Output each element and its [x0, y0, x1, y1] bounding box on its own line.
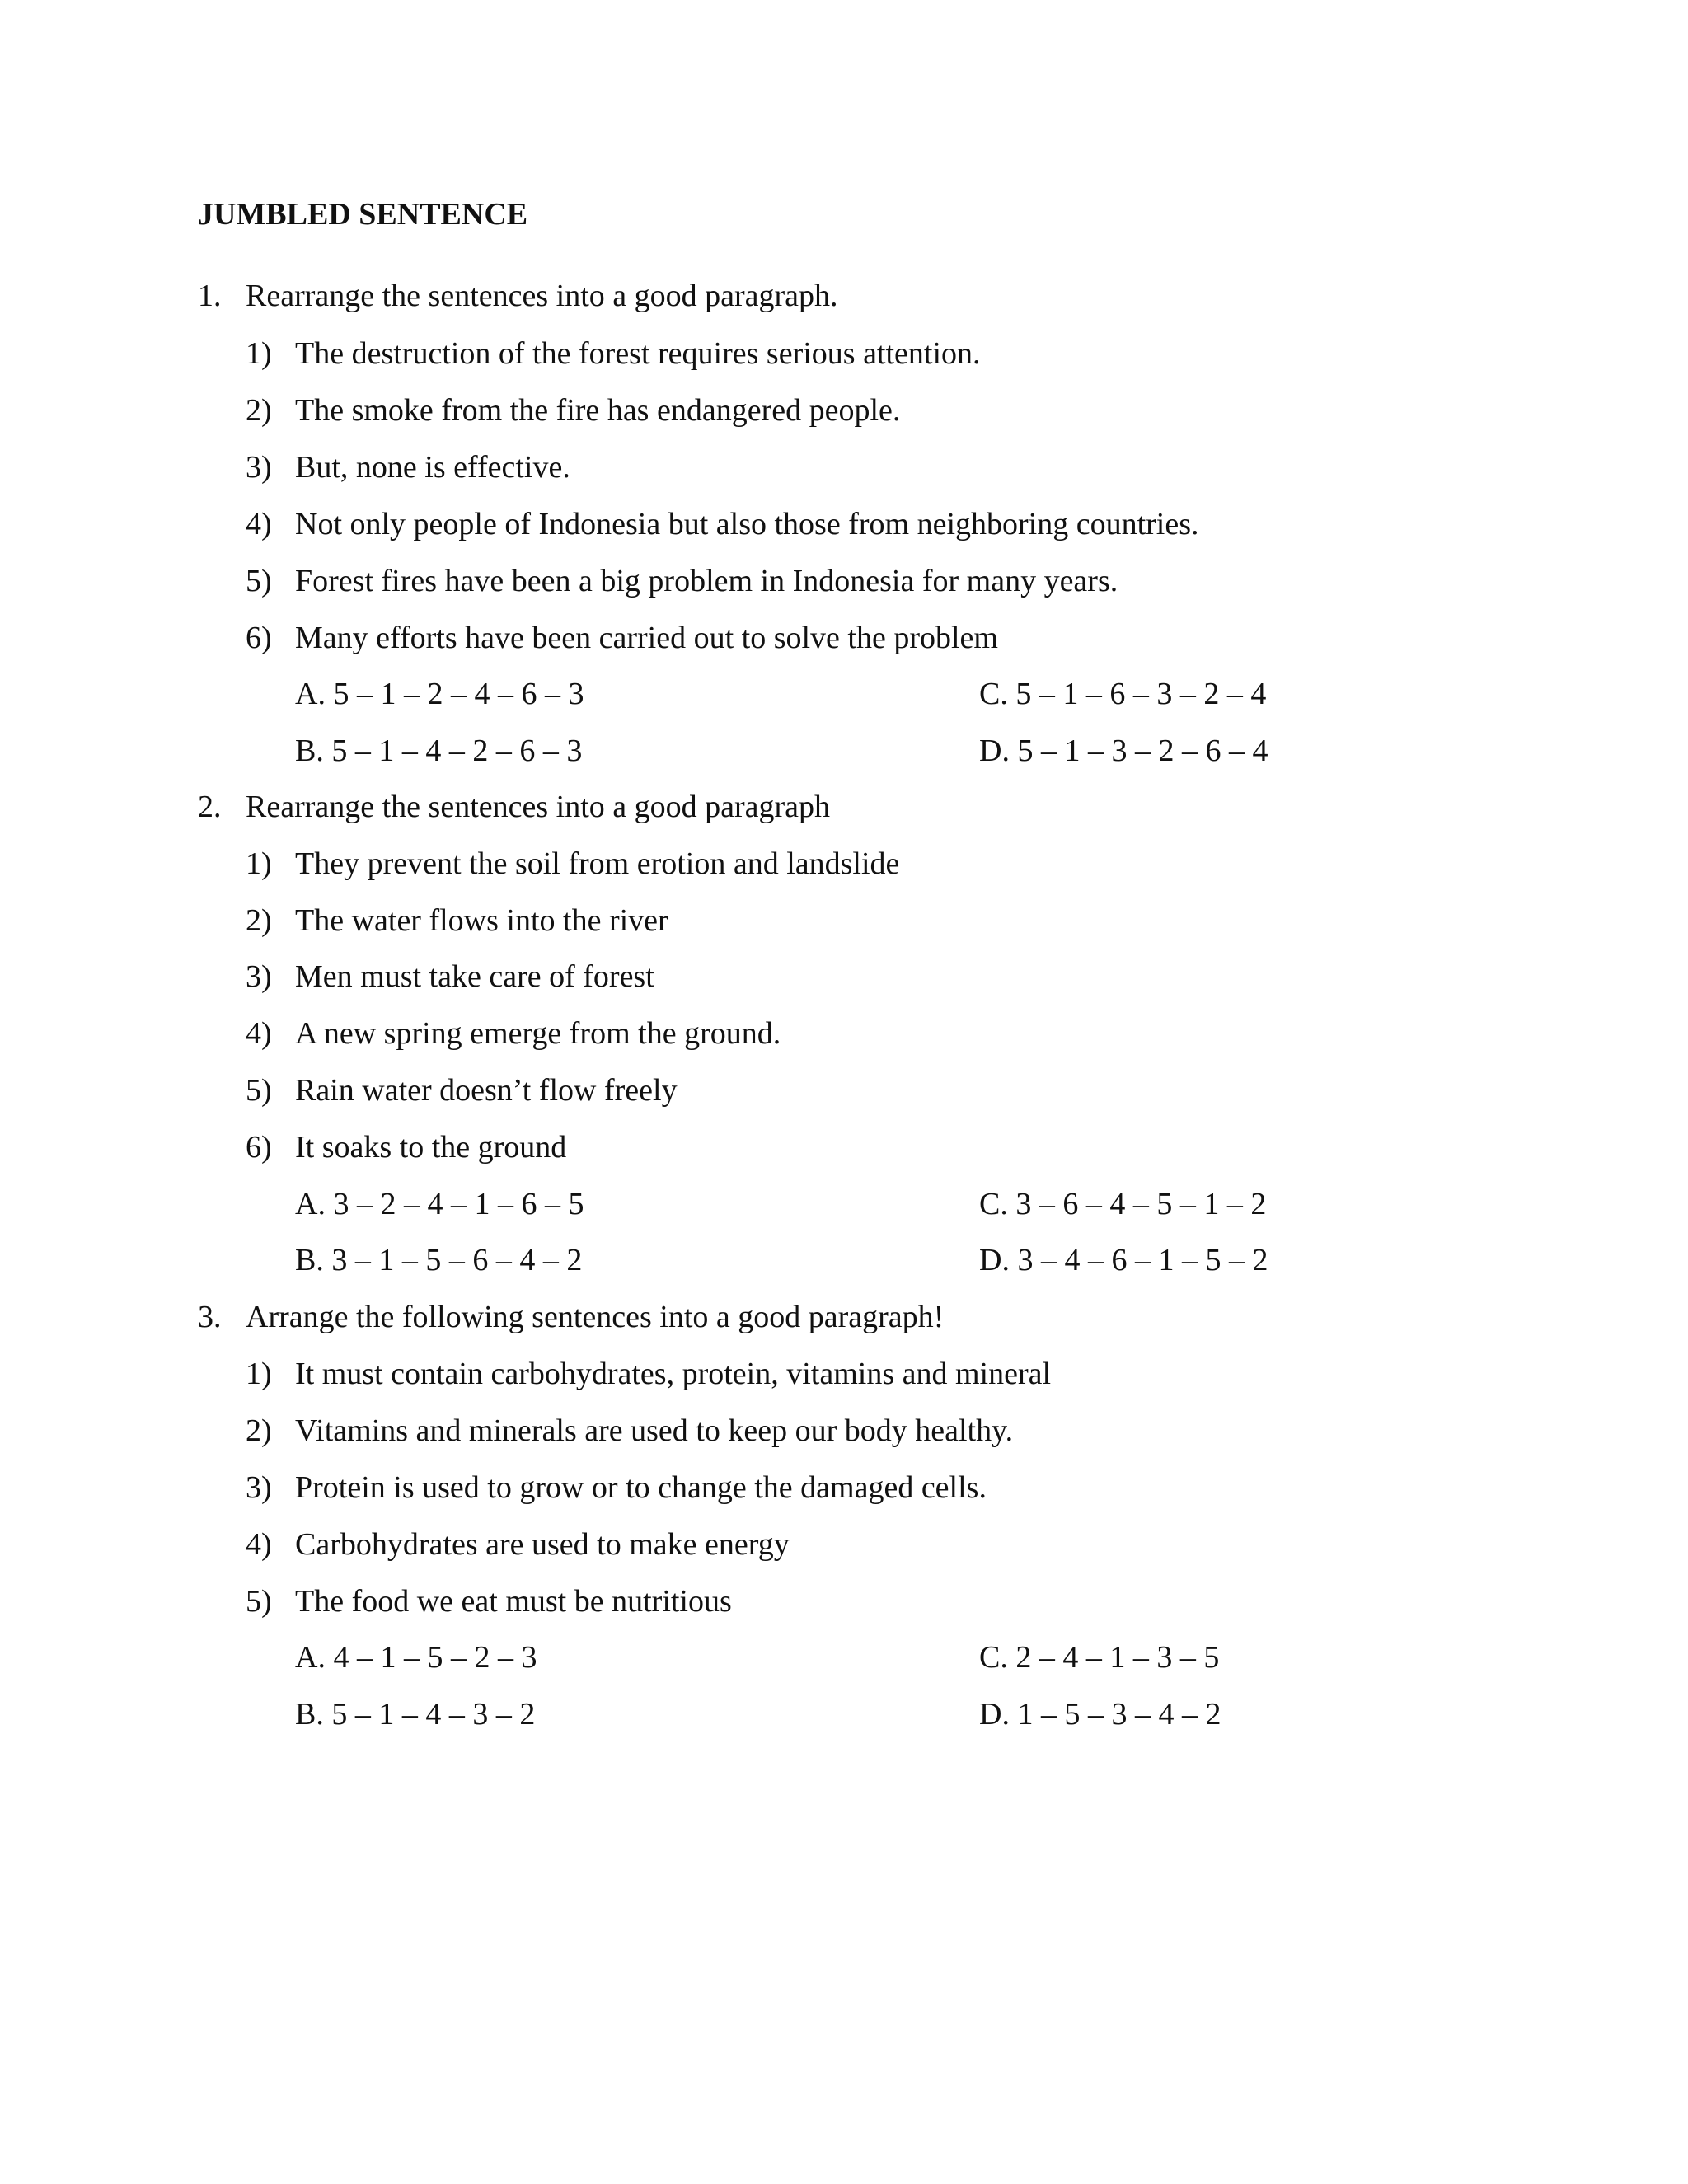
- item-text: Many efforts have been carried out to solve the problem: [295, 621, 998, 655]
- item-number: 6): [246, 1130, 272, 1165]
- item-text: They prevent the soil from erotion and landslide: [295, 846, 900, 881]
- item-number: 4): [246, 1527, 272, 1562]
- item-number: 1): [246, 1357, 272, 1391]
- item-text: Rain water doesn’t flow freely: [295, 1073, 678, 1108]
- item-number: 2): [246, 393, 272, 428]
- question-number: 1.: [198, 279, 222, 313]
- item-text: The food we eat must be nutritious: [295, 1584, 732, 1619]
- item-text: The destruction of the forest requires serious attention.: [295, 336, 981, 371]
- item-number: 1): [246, 336, 272, 371]
- option-b: B. 5 – 1 – 4 – 2 – 6 – 3: [295, 733, 583, 768]
- item-number: 2): [246, 1413, 272, 1448]
- item-text: But, none is effective.: [295, 450, 570, 485]
- item-text: Vitamins and minerals are used to keep our body healthy.: [295, 1413, 1014, 1448]
- option-d: D. 3 – 4 – 6 – 1 – 5 – 2: [979, 1243, 1268, 1277]
- option-d: D. 1 – 5 – 3 – 4 – 2: [979, 1697, 1221, 1732]
- item-number: 3): [246, 1470, 272, 1505]
- question-prompt-text: Rearrange the sentences into a good paragraph: [246, 790, 831, 824]
- option-a: A. 3 – 2 – 4 – 1 – 6 – 5: [295, 1187, 584, 1221]
- item-text: Carbohydrates are used to make energy: [295, 1527, 790, 1562]
- item-text: The water flows into the river: [295, 903, 668, 938]
- item-text: Not only people of Indonesia but also those from neighboring countries.: [295, 507, 1199, 541]
- item-text: Protein is used to grow or to change the damaged cells.: [295, 1470, 987, 1505]
- option-c: C. 3 – 6 – 4 – 5 – 1 – 2: [979, 1187, 1267, 1221]
- option-d: D. 5 – 1 – 3 – 2 – 6 – 4: [979, 733, 1268, 768]
- item-text: Forest fires have been a big problem in Indonesia for many years.: [295, 564, 1118, 598]
- item-text: It must contain carbohydrates, protein, vitamins and mineral: [295, 1357, 1052, 1391]
- item-number: 5): [246, 1584, 272, 1619]
- question-prompt-text: Rearrange the sentences into a good paragraph.: [246, 279, 838, 313]
- item-number: 6): [246, 621, 272, 655]
- question-prompt-text: Arrange the following sentences into a good paragraph!: [246, 1300, 945, 1334]
- item-number: 4): [246, 507, 272, 541]
- item-text: Men must take care of forest: [295, 959, 654, 994]
- item-number: 3): [246, 450, 272, 485]
- item-number: 2): [246, 903, 272, 938]
- item-text: The smoke from the fire has endangered people.: [295, 393, 901, 428]
- question-number: 3.: [198, 1300, 222, 1334]
- item-number: 3): [246, 959, 272, 994]
- page-title: JUMBLED SENTENCE: [198, 197, 528, 232]
- item-number: 5): [246, 564, 272, 598]
- option-c: C. 5 – 1 – 6 – 3 – 2 – 4: [979, 677, 1267, 711]
- option-a: A. 4 – 1 – 5 – 2 – 3: [295, 1640, 537, 1675]
- item-text: It soaks to the ground: [295, 1130, 567, 1165]
- item-text: A new spring emerge from the ground.: [295, 1016, 781, 1051]
- option-b: B. 3 – 1 – 5 – 6 – 4 – 2: [295, 1243, 583, 1277]
- option-c: C. 2 – 4 – 1 – 3 – 5: [979, 1640, 1220, 1675]
- question-number: 2.: [198, 790, 222, 824]
- item-number: 1): [246, 846, 272, 881]
- option-b: B. 5 – 1 – 4 – 3 – 2: [295, 1697, 536, 1732]
- item-number: 4): [246, 1016, 272, 1051]
- item-number: 5): [246, 1073, 272, 1108]
- option-a: A. 5 – 1 – 2 – 4 – 6 – 3: [295, 677, 584, 711]
